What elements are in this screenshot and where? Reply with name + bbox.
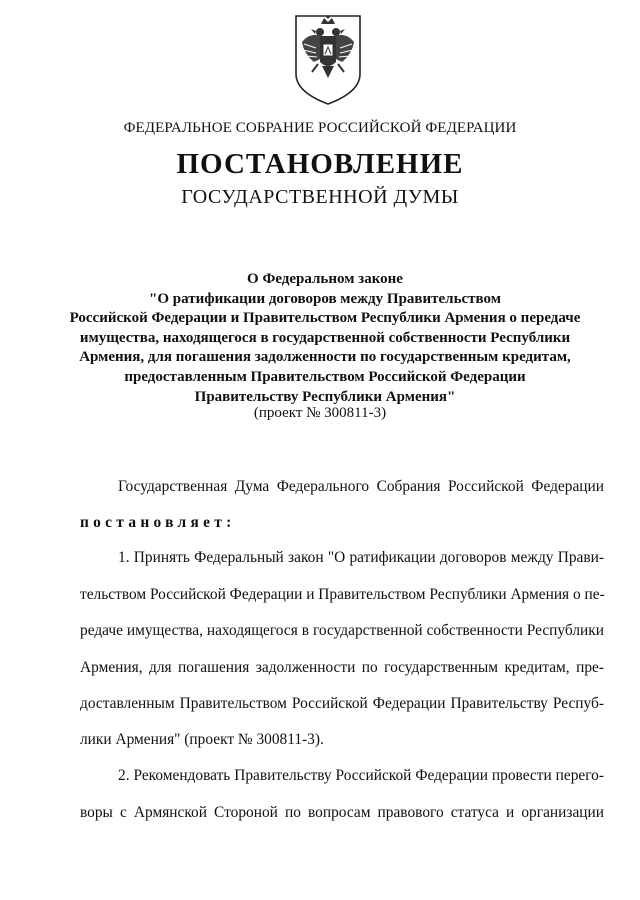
subject-line: Российской Федерации и Правительством Республики Армения о передаче [69, 310, 581, 327]
subject-block [62, 270, 588, 407]
subject-line: Правительству Республики Армения" [194, 388, 456, 405]
subject-line: предоставленным Правительством Российской Федерации [124, 368, 526, 385]
paragraph-1-line: редаче имущества, находящегося в государственной собственности Республики [80, 622, 604, 639]
subject-line: Армения, для погашения задолженности по государственным кредитам, [79, 349, 571, 366]
coat-of-arms-icon [292, 12, 364, 108]
resolves-word: постановляет: [80, 514, 236, 531]
assembly-name: ФЕДЕРАЛЬНОЕ СОБРАНИЕ РОССИЙСКОЙ ФЕДЕРАЦИИ [123, 120, 517, 136]
subject-line: имущества, находящегося в государственной собственности Республики [79, 329, 571, 346]
paragraph-1-line: тельством Российской Федерации и Правительством Республики Армения о пе- [80, 586, 605, 603]
subject-line: "О ратификации договоров между Правительством [149, 290, 501, 307]
paragraph-2-line: воры с Армянской Стороной по вопросам правового статуса и организации [80, 804, 604, 821]
document-subtitle: ГОСУДАРСТВЕННОЙ ДУМЫ [181, 186, 459, 208]
intro-line: Государственная Дума Федерального Собрания Российской Федерации [118, 478, 604, 495]
subject-line: О Федеральном законе [247, 271, 403, 287]
paragraph-1-line: лики Армения" (проект № 300811-3). [80, 731, 324, 748]
document-title: ПОСТАНОВЛЕНИЕ [176, 148, 464, 180]
paragraph-1-line: Армения, для погашения задолженности по государственным кредитам, пре- [80, 659, 604, 676]
paragraph-1-line: 1. Принять Федеральный закон "О ратификации договоров между Прави- [118, 549, 604, 566]
paragraph-2-line: 2. Рекомендовать Правительству Российской Федерации провести перего- [118, 767, 604, 784]
project-number: (проект № 300811-3) [253, 405, 387, 421]
paragraph-1-line: доставленным Правительством Российской Федерации Правительству Респуб- [80, 695, 604, 712]
